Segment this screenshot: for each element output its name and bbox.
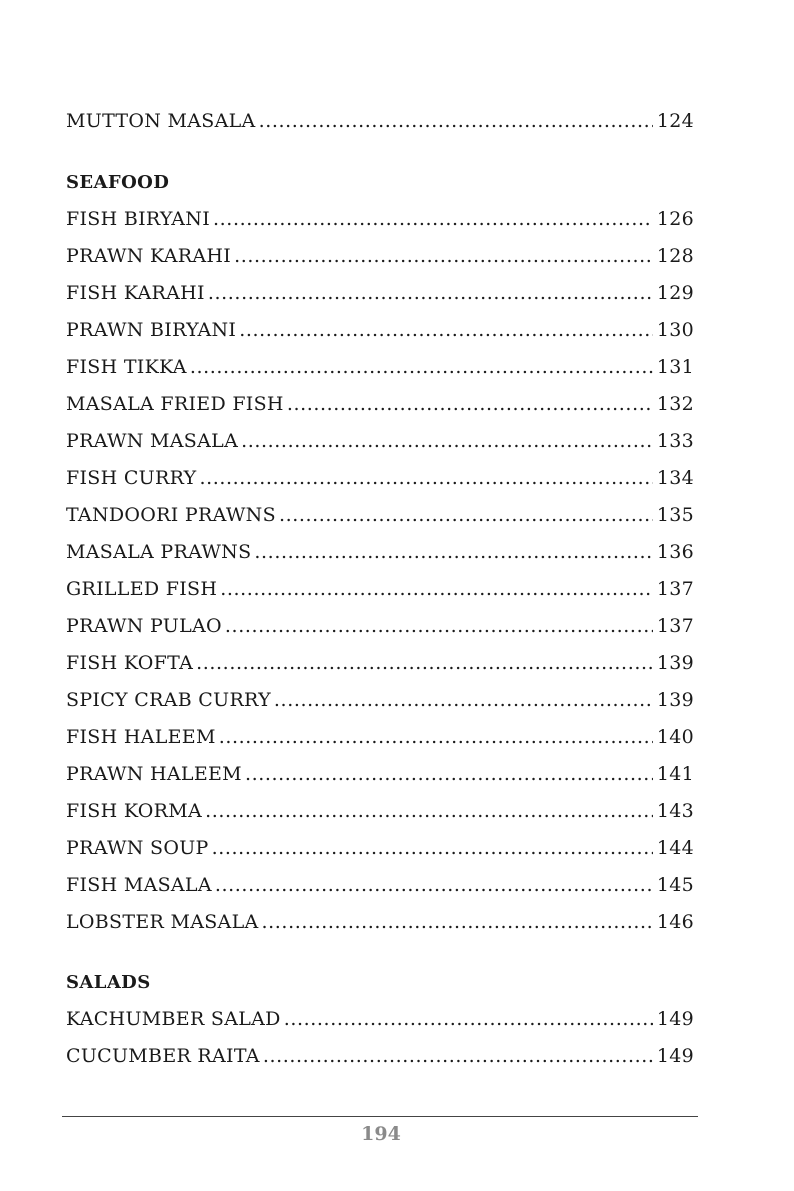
toc-entry-page: 146 xyxy=(656,911,694,933)
toc-entry-page: 137 xyxy=(656,615,694,637)
dot-leader xyxy=(199,460,652,497)
toc-entry-title: FISH MASALA xyxy=(66,874,212,896)
toc-entry-title: FISH TIKKA xyxy=(66,356,187,378)
toc-entry xyxy=(66,793,694,830)
dot-leader xyxy=(274,682,653,719)
toc-entry-title: TANDOORI PRAWNS xyxy=(66,504,276,526)
toc-entry-page: 144 xyxy=(656,837,694,859)
toc-entry-page: 130 xyxy=(656,319,694,341)
toc-entry xyxy=(66,904,694,941)
dot-leader xyxy=(284,1001,653,1038)
toc-entry-title: PRAWN HALEEM xyxy=(66,763,242,785)
toc-entry-page: 124 xyxy=(656,110,694,132)
toc-entry xyxy=(66,534,694,571)
dot-leader xyxy=(279,497,653,534)
toc-entry xyxy=(66,460,694,497)
toc-entry-page: 129 xyxy=(656,282,694,304)
section-spacer xyxy=(66,941,694,965)
dot-leader xyxy=(239,312,653,349)
seafood-entries xyxy=(66,201,694,941)
dot-leader xyxy=(254,534,652,571)
toc-entry-page: 137 xyxy=(656,578,694,600)
toc-entry xyxy=(66,1001,694,1038)
toc-entry xyxy=(66,238,694,275)
toc-entry-title: FISH CURRY xyxy=(66,467,197,489)
dot-leader xyxy=(245,756,653,793)
dot-leader xyxy=(234,238,653,275)
toc-entry-title: PRAWN PULAO xyxy=(66,615,222,637)
toc-entry-page: 135 xyxy=(656,504,694,526)
dot-leader xyxy=(213,201,653,238)
toc-entry-page: 139 xyxy=(656,689,694,711)
dot-leader xyxy=(219,719,653,756)
dot-leader xyxy=(241,423,653,460)
toc-entry xyxy=(66,608,694,645)
toc-entry-page: 145 xyxy=(656,874,694,896)
footer-page-number: 194 xyxy=(361,1123,401,1145)
toc-entry-page: 131 xyxy=(656,356,694,378)
toc-entry-page: 139 xyxy=(656,652,694,674)
dot-leader xyxy=(225,608,653,645)
toc-entry-title: GRILLED FISH xyxy=(66,578,218,600)
toc-entry-page: 128 xyxy=(656,245,694,267)
toc-entry-title: FISH KARAHI xyxy=(66,282,205,304)
section-heading-salads: SALADS xyxy=(66,972,151,993)
toc-entry-page: 143 xyxy=(656,800,694,822)
dot-leader xyxy=(287,386,653,423)
toc-entry-title: CUCUMBER RAITA xyxy=(66,1045,260,1067)
toc-entry-page: 141 xyxy=(656,763,694,785)
toc-entry-title: FISH KORMA xyxy=(66,800,203,822)
toc-entry xyxy=(66,423,694,460)
toc-entry xyxy=(66,312,694,349)
toc-entry xyxy=(66,571,694,608)
toc-entry-title: FISH HALEEM xyxy=(66,726,216,748)
dot-leader xyxy=(205,793,653,830)
dot-leader xyxy=(263,1038,653,1075)
toc-entry-title: FISH KOFTA xyxy=(66,652,194,674)
toc-entry-page: 126 xyxy=(656,208,694,230)
dot-leader xyxy=(208,275,653,312)
toc-entry-title: PRAWN BIRYANI xyxy=(66,319,237,341)
toc-entry xyxy=(66,497,694,534)
toc-entry-page: 140 xyxy=(656,726,694,748)
toc-entry xyxy=(66,756,694,793)
dot-leader xyxy=(212,830,653,867)
toc-entry xyxy=(66,645,694,682)
toc-entry xyxy=(66,349,694,386)
toc-entry-page: 149 xyxy=(656,1008,694,1030)
toc-entry-title: SPICY CRAB CURRY xyxy=(66,689,271,711)
toc-entry xyxy=(66,201,694,238)
toc-entry-title: LOBSTER MASALA xyxy=(66,911,259,933)
toc-entry xyxy=(66,386,694,423)
dot-leader xyxy=(262,904,653,941)
toc-entry-title: PRAWN KARAHI xyxy=(66,245,232,267)
table-of-contents xyxy=(66,103,694,1075)
toc-entry-title: FISH BIRYANI xyxy=(66,208,211,230)
toc-entry xyxy=(66,103,694,140)
dot-leader xyxy=(215,867,653,904)
salads-entries xyxy=(66,1001,694,1075)
toc-entry xyxy=(66,719,694,756)
footer-divider xyxy=(62,1116,698,1117)
toc-entry-page: 132 xyxy=(656,393,694,415)
toc-entry-title: MASALA FRIED FISH xyxy=(66,393,284,415)
toc-entry xyxy=(66,830,694,867)
dot-leader xyxy=(196,645,653,682)
dot-leader xyxy=(259,103,653,140)
section-heading-seafood: SEAFOOD xyxy=(66,172,170,193)
toc-entry-title: MUTTON MASALA xyxy=(66,110,256,132)
section-spacer xyxy=(66,140,694,165)
toc-entry-title: PRAWN MASALA xyxy=(66,430,239,452)
toc-entry-title: KACHUMBER SALAD xyxy=(66,1008,281,1030)
toc-entry xyxy=(66,275,694,312)
dot-leader xyxy=(220,571,653,608)
toc-entry xyxy=(66,867,694,904)
dot-leader xyxy=(190,349,653,386)
toc-entry-title: MASALA PRAWNS xyxy=(66,541,252,563)
toc-entry-page: 133 xyxy=(656,430,694,452)
toc-entry xyxy=(66,682,694,719)
toc-entry-title: PRAWN SOUP xyxy=(66,837,209,859)
toc-entry-page: 149 xyxy=(656,1045,694,1067)
toc-entry xyxy=(66,1038,694,1075)
toc-entry-page: 134 xyxy=(656,467,694,489)
toc-entry-page: 136 xyxy=(656,541,694,563)
